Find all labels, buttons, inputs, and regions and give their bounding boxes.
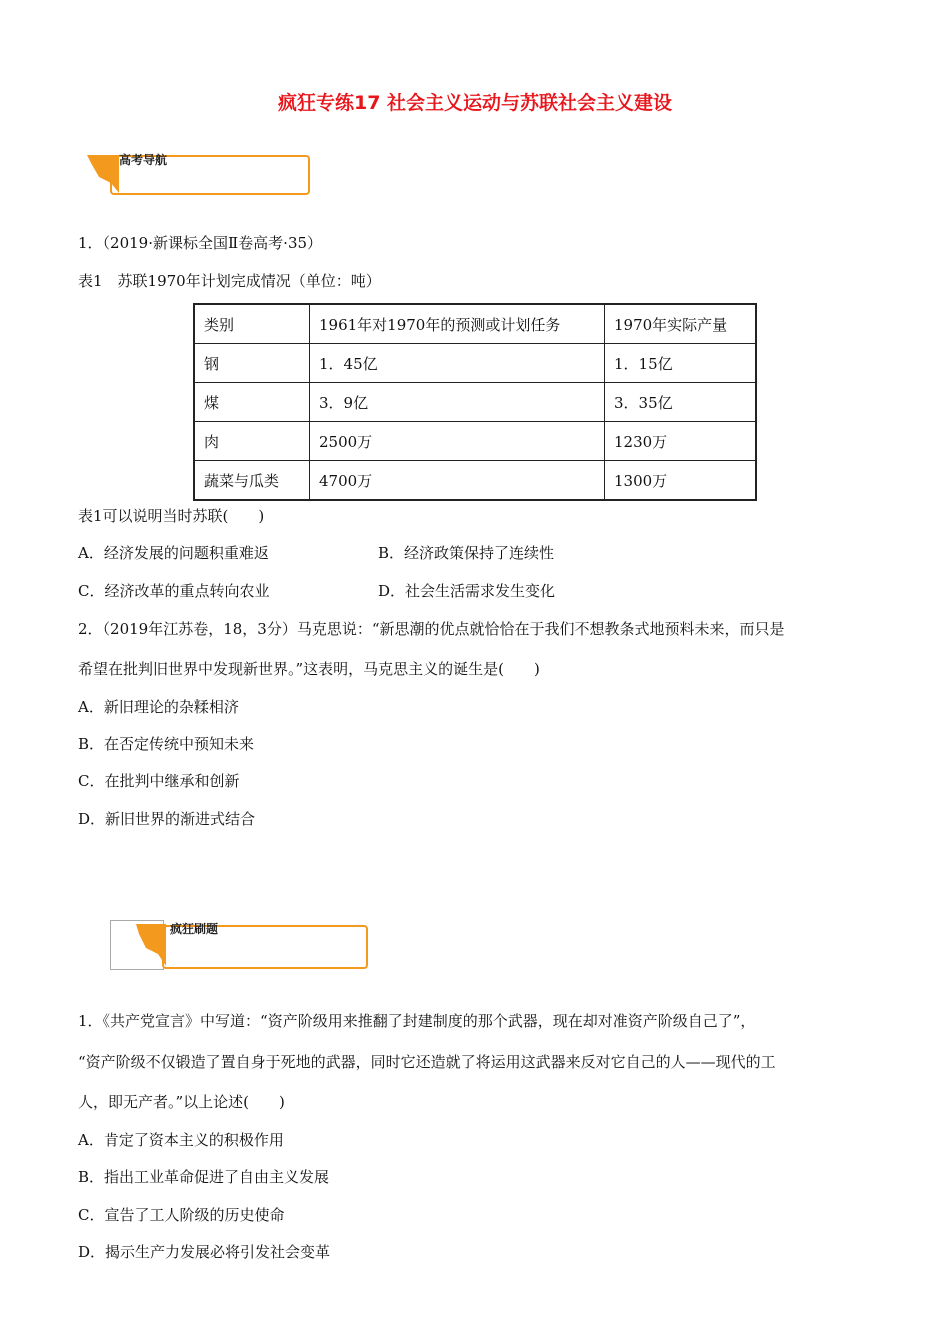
practice-q1-line1: 1．《共产党宣言》中写道：“资产阶级用来推翻了封建制度的那个武器，现在却对准资产阶级自己了”， [78,1012,756,1030]
practice-q1-option-a: A．肯定了资本主义的积极作用 [78,1131,284,1149]
table-cell: 煤 [194,383,310,422]
table-header-cell: 1961年对1970年的预测或计划任务 [310,304,605,344]
page-title: 疯狂专练17 社会主义运动与苏联社会主义建设 [277,92,673,114]
table-cell: 蔬菜与瓜类 [194,461,310,501]
production-table [193,303,757,501]
table-cell: 3．9亿 [310,383,605,422]
exam-nav-label: 高考导航 [119,153,168,167]
table-cell: 1300万 [605,461,757,501]
table-cell: 4700万 [310,461,605,501]
exam-q2-option-b: B．在否定传统中预知未来 [78,735,255,753]
exam-q2-line1: 2．（2019年江苏卷，18，3分）马克思说：“新思潮的优点就恰恰在于我们不想教条式地预料未来，而只是 [78,620,785,638]
exam-q2-option-c: C．在批判中继承和创新 [78,772,240,790]
practice-q1-line2: “资产阶级不仅锻造了置自身于死地的武器，同时它还造就了将运用这武器来反对它自己的人——现代的工 [78,1053,776,1071]
table-cell: 钢 [194,344,310,383]
exam-q1-option-b: B．经济政策保持了连续性 [378,544,555,562]
table-row [194,422,756,461]
exam-q2-line2: 希望在批判旧世界中发现新世界。”这表明，马克思主义的诞生是( ) [78,660,540,678]
exam-q1-option-d: D．社会生活需求发生变化 [378,582,556,600]
table-cell: 1．45亿 [310,344,605,383]
table-row [194,461,756,501]
practice-q1-option-d: D．揭示生产力发展必将引发社会变革 [78,1243,331,1261]
exam-q1-header: 1．（2019·新课标全国Ⅱ卷高考·35） [78,234,323,252]
banner-flag-icon [134,922,168,968]
table-header-row [194,304,756,344]
table-row [194,344,756,383]
table-cell: 3．35亿 [605,383,757,422]
table-header-cell: 1970年实际产量 [605,304,757,344]
practice-q1-line3: 人，即无产者。”以上论述( ) [78,1093,285,1111]
exam-q1-stem: 表1可以说明当时苏联( ) [78,507,265,525]
exam-q2-option-a: A．新旧理论的杂糅相济 [78,698,239,716]
banner-flag-icon [85,153,121,195]
practice-label: 疯狂刷题 [170,922,219,936]
practice-q1-option-b: B．指出工业革命促进了自由主义发展 [78,1168,330,1186]
table-row [194,383,756,422]
practice-q1-option-c: C．宣告了工人阶级的历史使命 [78,1206,285,1224]
exam-q1-table-caption: 表1 苏联1970年计划完成情况（单位：吨） [78,272,381,290]
table-cell: 肉 [194,422,310,461]
table-cell: 1230万 [605,422,757,461]
table-cell: 2500万 [310,422,605,461]
table-cell: 1．15亿 [605,344,757,383]
exam-q2-option-d: D．新旧世界的渐进式结合 [78,810,256,828]
exam-q1-option-c: C．经济改革的重点转向农业 [78,582,270,600]
table-header-cell: 类别 [194,304,310,344]
exam-q1-option-a: A．经济发展的问题积重难返 [78,544,269,562]
